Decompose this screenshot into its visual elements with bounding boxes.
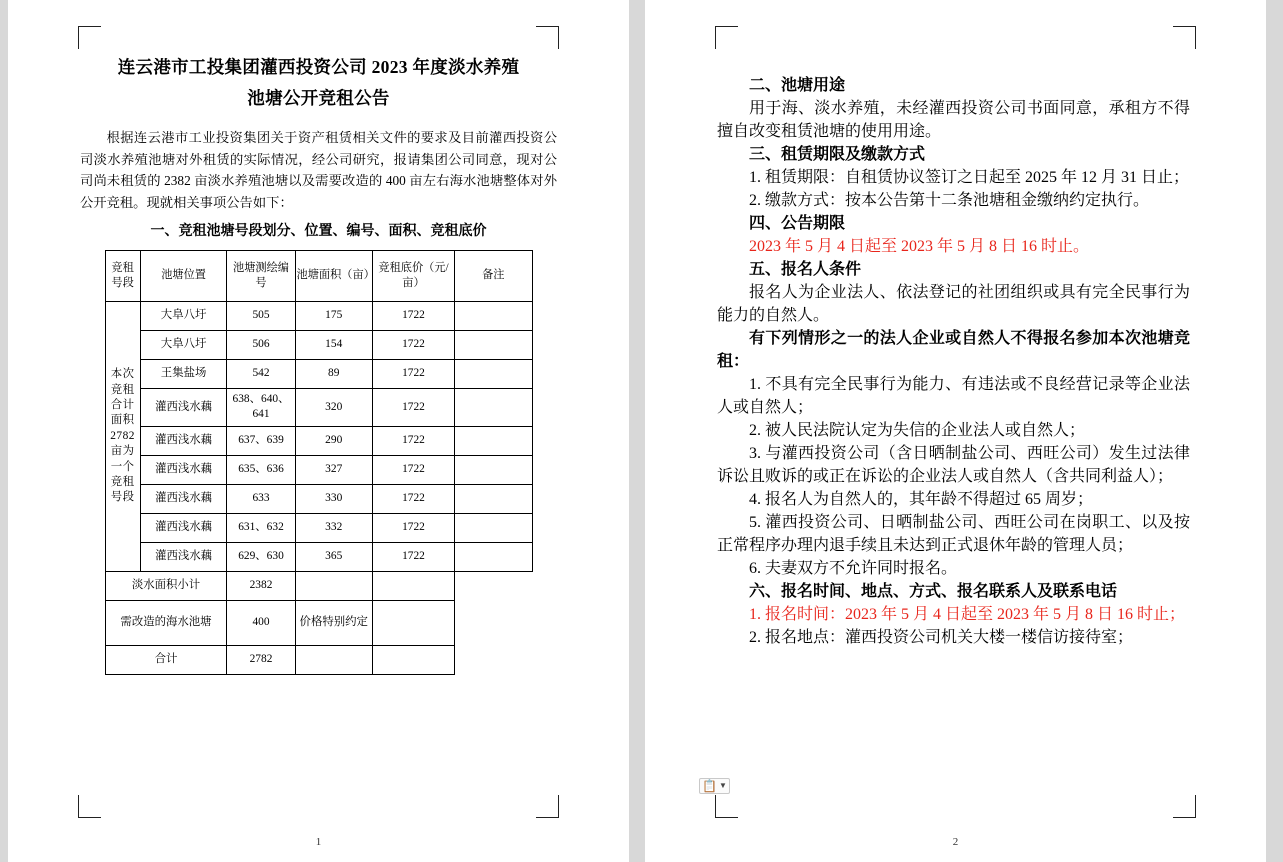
- cell-code: 638、640、641: [227, 389, 295, 427]
- section-2-body: 用于海、淡水养殖，未经灌西投资公司书面同意，承租方不得擅自改变租赁池塘的使用用途。: [717, 100, 1190, 140]
- cell-note: [455, 302, 532, 331]
- cell-area: 330: [295, 484, 372, 513]
- cell-seawater-area: 400: [227, 600, 295, 645]
- section-1-heading: 一、竞租池塘号段划分、位置、编号、面积、竞租底价: [150, 224, 487, 240]
- th-pond-area: 池塘面积（亩）: [295, 251, 372, 302]
- table-row: [105, 542, 532, 571]
- crop-mark-bottom-left: [715, 795, 738, 818]
- crop-mark-bottom-right: [536, 795, 559, 818]
- cell-subtotal-price: [295, 571, 372, 600]
- crop-mark-top-right: [536, 26, 559, 49]
- cell-price: 1722: [372, 455, 454, 484]
- table-row: [105, 360, 532, 389]
- page-2-content: [717, 72, 1190, 647]
- cell-subtotal-label: 淡水面积小计: [105, 571, 227, 600]
- cell-code: 542: [227, 360, 295, 389]
- th-remark: 备注: [455, 251, 532, 302]
- section-3-item-1: 1. 租赁期限：自租赁协议签订之日起至 2025 年 12 月 31 日止；: [749, 169, 1190, 186]
- cell-price: 1722: [372, 389, 454, 427]
- cell-code: 633: [227, 484, 295, 513]
- cell-note: [455, 331, 532, 360]
- cell-seawater-note: [372, 600, 454, 645]
- table-row-subtotal: [105, 571, 532, 600]
- cell-note: [455, 542, 532, 571]
- cell-code: 629、630: [227, 542, 295, 571]
- section-5-item-1: 1. 不具有完全民事行为能力、有违法或不良经营记录等企业法人或自然人；: [717, 376, 1190, 416]
- table-row: [105, 455, 532, 484]
- cell-area: 320: [295, 389, 372, 427]
- section-6-item-2: 2. 报名地点：灌西投资公司机关大楼一楼信访接待室；: [749, 629, 1134, 646]
- cell-area: 175: [295, 302, 372, 331]
- table-row: [105, 484, 532, 513]
- cell-seawater-price: 价格特别约定: [295, 600, 372, 645]
- cell-note: [455, 484, 532, 513]
- crop-mark-top-left: [715, 26, 738, 49]
- section-5-item-2: 2. 被人民法院认定为失信的企业法人或自然人；: [749, 422, 1086, 439]
- cell-location: 大阜八圩: [140, 331, 227, 360]
- cell-area: 327: [295, 455, 372, 484]
- section-3-heading: 三、租赁期限及缴款方式: [749, 146, 926, 163]
- section-5-bold-note: 有下列情形之一的法人企业或自然人不得报名参加本次池塘竞租：: [717, 330, 1190, 370]
- table-row: [105, 389, 532, 427]
- table-row: [105, 426, 532, 455]
- cell-code: 635、636: [227, 455, 295, 484]
- th-bid-lot: 竞租号段: [105, 251, 140, 302]
- section-6-heading: 六、报名时间、地点、方式、报名联系人及联系电话: [749, 583, 1118, 600]
- cell-location: 王集盐场: [140, 360, 227, 389]
- cell-price: 1722: [372, 542, 454, 571]
- cell-price: 1722: [372, 426, 454, 455]
- bid-table: [105, 250, 533, 675]
- cell-location: 灌西浅水藕: [140, 542, 227, 571]
- cell-seawater-label: 需改造的海水池塘: [105, 600, 227, 645]
- page-2-number: 2: [952, 836, 959, 848]
- cell-note: [455, 426, 532, 455]
- paste-options-button[interactable]: [699, 778, 730, 794]
- cell-code: 505: [227, 302, 295, 331]
- cell-price: 1722: [372, 360, 454, 389]
- intro-paragraph-block: [80, 127, 557, 213]
- cell-price: 1722: [372, 513, 454, 542]
- cell-location: 大阜八圩: [140, 302, 227, 331]
- cell-area: 332: [295, 513, 372, 542]
- cell-area: 290: [295, 426, 372, 455]
- table-header-row: [105, 251, 532, 302]
- cell-total-label: 合计: [105, 645, 227, 674]
- cell-total-note: [372, 645, 454, 674]
- section-5-item-4: 4. 报名人为自然人的，其年龄不得超过 65 周岁；: [749, 491, 1094, 508]
- table-body: [105, 302, 532, 675]
- cell-location: 灌西浅水藕: [140, 389, 227, 427]
- section-5-heading: 五、报名人条件: [749, 261, 862, 278]
- section-5-item-6: 6. 夫妻双方不允许同时报名。: [749, 560, 958, 577]
- intro-paragraph: 根据连云港市工业投资集团关于资产租赁相关文件的要求及目前灌西投资公司淡水养殖池塘对外租赁的实际情况，经公司研究，报请集团公司同意，现对公司尚未租赁的 2382 亩淡水养殖池塘以及需要改造的 400 亩左右海水池塘整体对外公开竞租。现就相关事项公告如下：: [80, 130, 557, 210]
- section-5-item-5: 5. 灌西投资公司、日晒制盐公司、西旺公司在岗职工、以及按正常程序办理内退手续且未达到正式退休年龄的管理人员；: [717, 514, 1190, 554]
- crop-mark-bottom-left: [78, 795, 101, 818]
- cell-note: [455, 455, 532, 484]
- th-base-price: 竞租底价（元/亩）: [372, 251, 454, 302]
- cell-subtotal-note: [372, 571, 454, 600]
- cell-total-price: [295, 645, 372, 674]
- page-1-content: [80, 52, 557, 675]
- section-5-body: 报名人为企业法人、依法登记的社团组织或具有完全民事行为能力的自然人。: [717, 284, 1190, 324]
- th-survey-code: 池塘测绘编号: [227, 251, 295, 302]
- cell-price: 1722: [372, 331, 454, 360]
- cell-location: 灌西浅水藕: [140, 484, 227, 513]
- crop-mark-top-right: [1173, 26, 1196, 49]
- table-row: [105, 302, 532, 331]
- cell-price: 1722: [372, 302, 454, 331]
- page-title: [94, 52, 543, 113]
- cell-subtotal-area: 2382: [227, 571, 295, 600]
- cell-area: 154: [295, 331, 372, 360]
- bid-lot-label: 本次竞租合计面积 2782 亩为一个竞租号段: [105, 302, 140, 572]
- cell-code: 637、639: [227, 426, 295, 455]
- crop-mark-top-left: [78, 26, 101, 49]
- paste-options-icon: 📋: [702, 779, 717, 793]
- document-page-1: [8, 0, 629, 862]
- cell-area: 89: [295, 360, 372, 389]
- section-4-heading: 四、公告期限: [749, 215, 846, 232]
- cell-location: 灌西浅水藕: [140, 455, 227, 484]
- cell-code: 631、632: [227, 513, 295, 542]
- cell-location: 灌西浅水藕: [140, 426, 227, 455]
- section-3-item-2: 2. 缴款方式：按本公告第十二条池塘租金缴纳约定执行。: [749, 192, 1150, 209]
- section-6-item-1: 1. 报名时间：2023 年 5 月 4 日起至 2023 年 5 月 8 日 16 时止；: [749, 606, 1186, 623]
- section-4-body: 2023 年 5 月 4 日起至 2023 年 5 月 8 日 16 时止。: [749, 238, 1090, 255]
- chevron-down-icon[interactable]: ▼: [718, 781, 727, 790]
- cell-code: 506: [227, 331, 295, 360]
- cell-area: 365: [295, 542, 372, 571]
- cell-note: [455, 389, 532, 427]
- th-pond-location: 池塘位置: [140, 251, 227, 302]
- table-row-seawater: [105, 600, 532, 645]
- cell-total-area: 2782: [227, 645, 295, 674]
- page-1-number: 1: [315, 836, 322, 848]
- page-title-line-1: 连云港市工投集团灌西投资公司 2023 年度淡水养殖: [117, 57, 520, 77]
- section-2-heading: 二、池塘用途: [749, 77, 846, 94]
- table-row-total: [105, 645, 532, 674]
- page-title-line-2: 池塘公开竞租公告: [247, 87, 390, 108]
- cell-note: [455, 513, 532, 542]
- crop-mark-bottom-right: [1173, 795, 1196, 818]
- document-page-2: [645, 0, 1266, 862]
- cell-location: 灌西浅水藕: [140, 513, 227, 542]
- cell-note: [455, 360, 532, 389]
- table-row: [105, 331, 532, 360]
- table-row: [105, 513, 532, 542]
- cell-price: 1722: [372, 484, 454, 513]
- section-5-item-3: 3. 与灌西投资公司（含日晒制盐公司、西旺公司）发生过法律诉讼且败诉的或正在诉讼的企业法人或自然人（含共同利益人）；: [717, 445, 1190, 485]
